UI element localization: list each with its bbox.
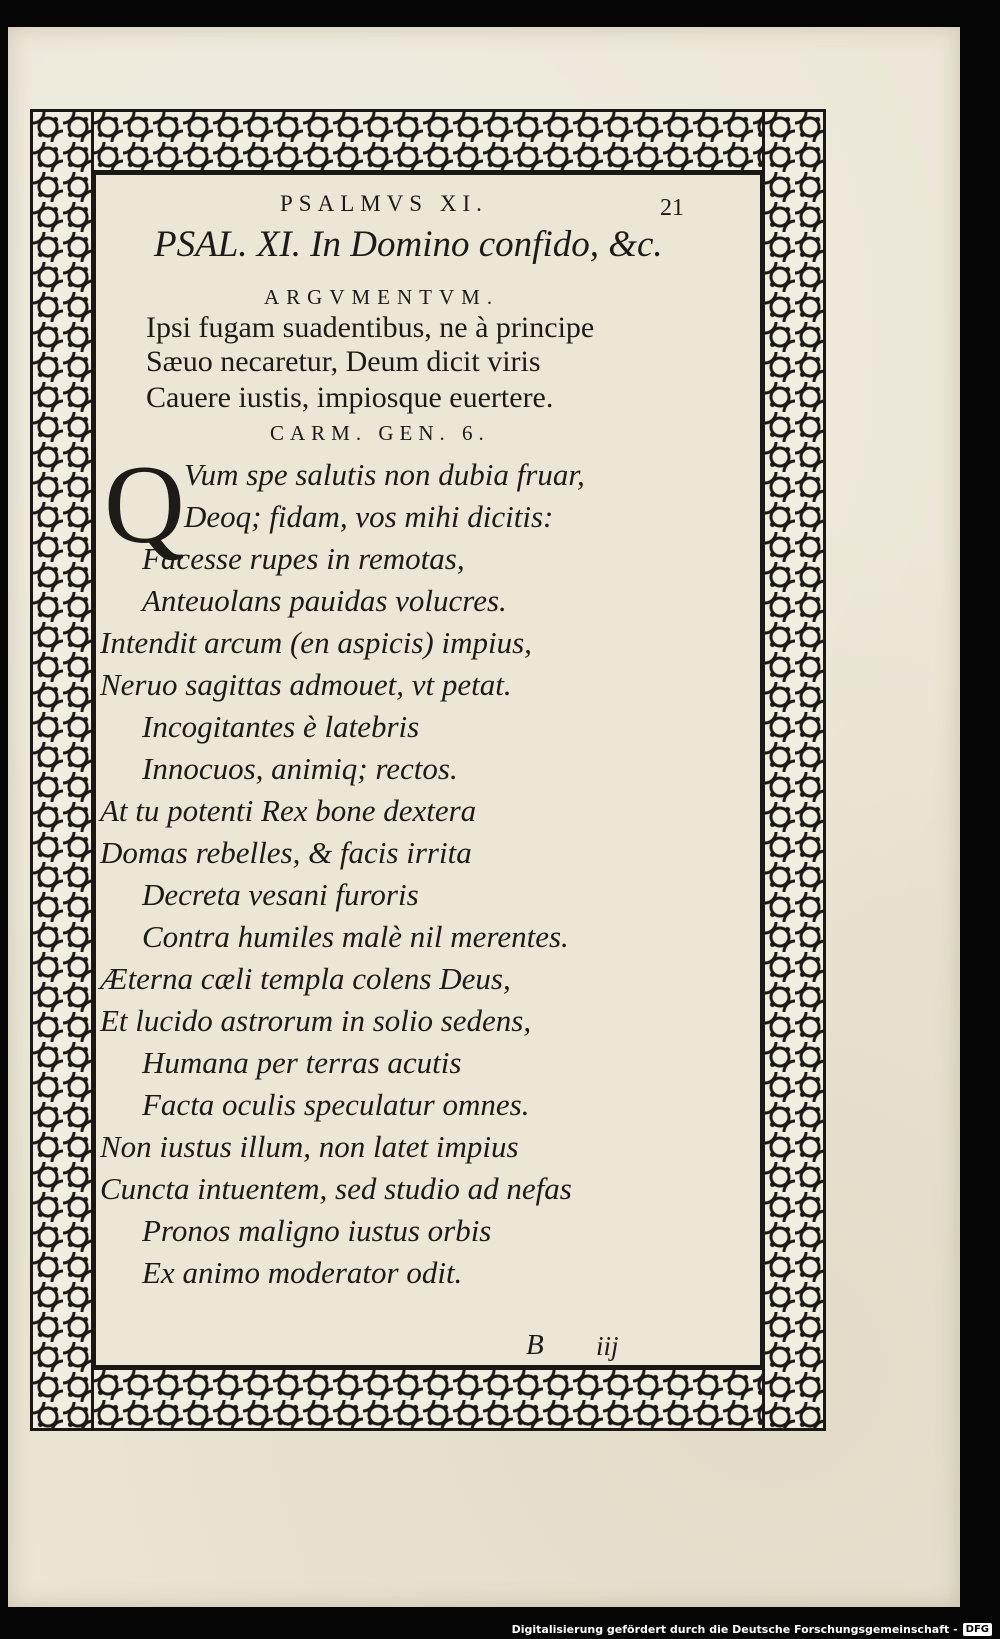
page-number: 21 (660, 195, 684, 221)
verse-line: Incogitantes è latebris (142, 709, 420, 744)
argument-line: Sæuo necaretur, Deum dicit viris (146, 345, 541, 378)
verse-line: Æterna cæli templa colens Deus, (100, 961, 511, 996)
verse-line: Intendit arcum (en aspicis) impius, (100, 625, 532, 660)
verse-line: Pronos maligno iustus orbis (142, 1213, 492, 1248)
digitization-credit (512, 1623, 992, 1636)
ornamental-border-left (30, 109, 94, 1431)
signature-mark: B (526, 1329, 544, 1361)
verse-line: Innocuos, animiq; rectos. (142, 751, 458, 786)
verse-line: At tu potenti Rex bone dextera (100, 793, 477, 828)
verse-line: Anteuolans pauidas volucres. (142, 583, 507, 618)
verse-line: Humana per terras acutis (142, 1045, 462, 1080)
verse-line: Domas rebelles, & facis irrita (100, 835, 472, 870)
ornamental-border-right (762, 109, 826, 1431)
signature-leaf: iij (596, 1331, 619, 1361)
ornamental-border-top (30, 109, 826, 173)
verse-line: Deoq; fidam, vos mihi dicitis: (184, 499, 554, 534)
drop-cap-initial: Q (104, 443, 185, 567)
verse-line: Facesse rupes in remotas, (142, 541, 465, 576)
meter-heading: CARM. GEN. 6. (270, 421, 490, 445)
verse-line: Ex animo moderator odit. (142, 1255, 463, 1290)
argument-line: Ipsi fugam suadentibus, ne à principe (146, 311, 595, 344)
ornamental-border-bottom (30, 1367, 826, 1431)
dfg-logo: DFG (963, 1623, 992, 1636)
verse-line: Cuncta intuentem, sed studio ad nefas (100, 1171, 572, 1206)
verse-line: Decreta vesani furoris (142, 877, 419, 912)
verse-line: Facta oculis speculatur omnes. (142, 1087, 530, 1122)
credit-text: Digitalisierung gefördert durch die Deutsche Forschungsgemeinschaft - (511, 1623, 958, 1636)
scanned-page (8, 27, 960, 1607)
verse-line: Non iustus illum, non latet impius (100, 1129, 519, 1164)
running-head: PSALMVS XI. (280, 191, 488, 216)
argument-heading: ARGVMENTVM. (264, 285, 500, 309)
verse-line: Contra humiles malè nil merentes. (142, 919, 569, 954)
verse-line: Neruo sagittas admouet, vt petat. (100, 667, 512, 702)
psalm-title: PSAL. XI. In Domino confido, &c. (154, 224, 663, 265)
argument-line: Cauere iustis, impiosque euertere. (146, 381, 554, 414)
verse-line: Vum spe salutis non dubia fruar, (184, 457, 585, 492)
verse-line: Et lucido astrorum in solio sedens, (100, 1003, 532, 1038)
